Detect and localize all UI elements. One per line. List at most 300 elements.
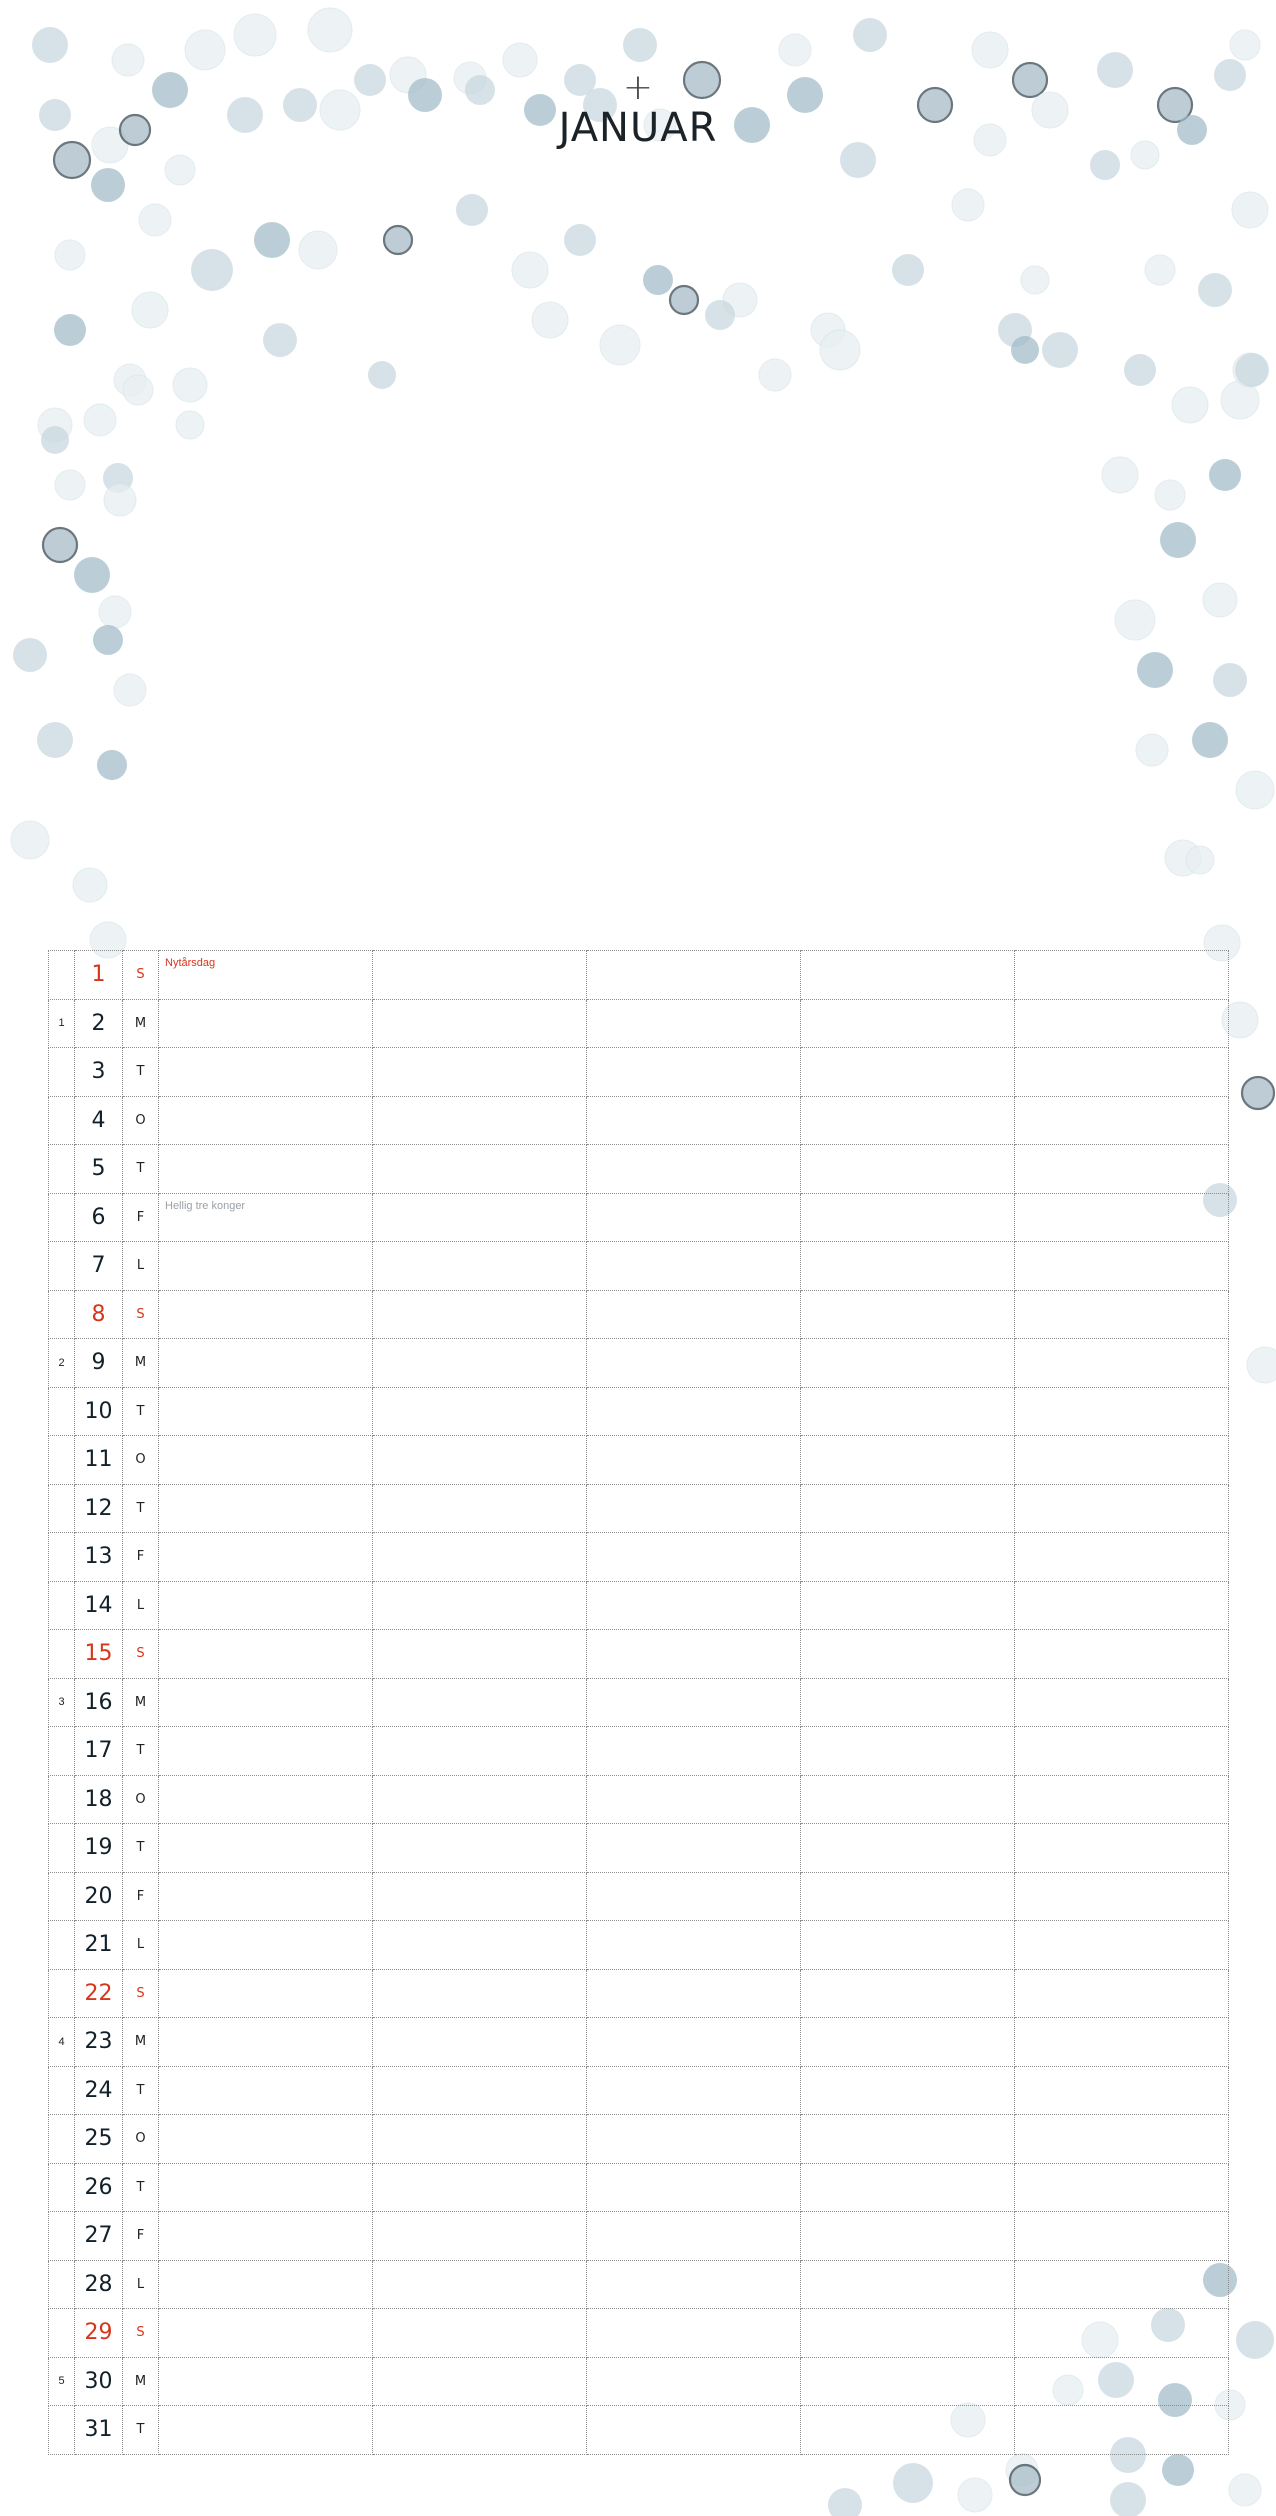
entry-cell[interactable]	[373, 1533, 587, 1582]
weekday-letter: S	[123, 951, 159, 1000]
watercolor-dot	[1192, 722, 1228, 758]
entry-cell[interactable]	[1015, 1581, 1229, 1630]
watercolor-dot	[670, 286, 698, 314]
week-number	[49, 2212, 75, 2261]
watercolor-dot	[254, 222, 290, 258]
entry-cell[interactable]	[801, 1290, 1015, 1339]
entry-cell[interactable]	[587, 1921, 801, 1970]
entry-cell[interactable]	[159, 1242, 373, 1291]
entry-cell[interactable]	[373, 1727, 587, 1776]
watercolor-dot	[114, 674, 146, 706]
week-number: 4	[49, 2018, 75, 2067]
month-title: JANUAR	[558, 105, 718, 151]
entry-cell[interactable]	[159, 1484, 373, 1533]
entry-cell[interactable]	[587, 1387, 801, 1436]
entry-cell[interactable]	[1015, 2066, 1229, 2115]
entry-cell[interactable]	[801, 2163, 1015, 2212]
entry-cell[interactable]	[1015, 2018, 1229, 2067]
entry-cell[interactable]	[587, 2018, 801, 2067]
weekday-letter: F	[123, 1193, 159, 1242]
entry-cell[interactable]	[801, 1921, 1015, 1970]
entry-cell[interactable]	[373, 951, 587, 1000]
watercolor-dot	[564, 224, 596, 256]
watercolor-dot	[1145, 255, 1175, 285]
day-number: 24	[75, 2066, 123, 2115]
day-number: 15	[75, 1630, 123, 1679]
entry-cell[interactable]	[159, 1775, 373, 1824]
entry-cell[interactable]	[1015, 1145, 1229, 1194]
day-number: 28	[75, 2260, 123, 2309]
day-row	[49, 1290, 1229, 1339]
watercolor-dot	[13, 638, 47, 672]
entry-cell[interactable]	[159, 1630, 373, 1679]
day-number: 29	[75, 2309, 123, 2358]
entry-cell[interactable]	[801, 1242, 1015, 1291]
day-row	[49, 1872, 1229, 1921]
weekday-letter: O	[123, 1096, 159, 1145]
week-number: 2	[49, 1339, 75, 1388]
day-number: 19	[75, 1824, 123, 1873]
entry-cell[interactable]	[159, 2260, 373, 2309]
day-number: 2	[75, 999, 123, 1048]
entry-cell[interactable]	[1015, 1872, 1229, 1921]
entry-cell[interactable]	[1015, 999, 1229, 1048]
watercolor-dot	[37, 722, 73, 758]
watercolor-dot	[1160, 522, 1196, 558]
entry-cell[interactable]	[373, 1775, 587, 1824]
entry-cell[interactable]	[373, 2066, 587, 2115]
entry-cell[interactable]	[373, 1872, 587, 1921]
watercolor-dot	[1235, 353, 1269, 387]
entry-cell[interactable]	[1015, 1193, 1229, 1242]
entry-cell[interactable]	[801, 1436, 1015, 1485]
entry-cell[interactable]	[801, 2212, 1015, 2261]
entry-cell[interactable]	[587, 2066, 801, 2115]
entry-cell[interactable]	[801, 1969, 1015, 2018]
weekday-letter: F	[123, 2212, 159, 2261]
entry-cell[interactable]	[801, 2309, 1015, 2358]
weekday-letter: T	[123, 1048, 159, 1097]
watercolor-dot	[759, 359, 791, 391]
entry-cell[interactable]	[373, 1387, 587, 1436]
day-number: 27	[75, 2212, 123, 2261]
weekday-letter: T	[123, 2406, 159, 2455]
watercolor-dot	[173, 368, 207, 402]
watercolor-dot	[384, 226, 412, 254]
entry-cell[interactable]	[159, 1096, 373, 1145]
entry-cell[interactable]	[373, 2357, 587, 2406]
watercolor-dot	[1203, 583, 1237, 617]
entry-cell[interactable]	[373, 1242, 587, 1291]
entry-cell[interactable]	[1015, 1775, 1229, 1824]
weekday-letter: S	[123, 1290, 159, 1339]
entry-cell[interactable]	[1015, 2260, 1229, 2309]
watercolor-dot	[1247, 1347, 1276, 1383]
entry-cell[interactable]	[159, 2357, 373, 2406]
weekday-letter: M	[123, 999, 159, 1048]
day-row	[49, 1921, 1229, 1970]
entry-cell[interactable]	[1015, 2406, 1229, 2455]
entry-cell[interactable]	[587, 2212, 801, 2261]
watercolor-dot	[1124, 354, 1156, 386]
entry-cell[interactable]	[801, 1775, 1015, 1824]
entry-cell[interactable]	[373, 2018, 587, 2067]
entry-cell[interactable]	[587, 2357, 801, 2406]
watercolor-dot	[1172, 387, 1208, 423]
weekday-letter: L	[123, 1242, 159, 1291]
entry-cell[interactable]	[801, 1048, 1015, 1097]
entry-cell[interactable]	[587, 1290, 801, 1339]
entry-cell[interactable]	[801, 2260, 1015, 2309]
week-number	[49, 1969, 75, 2018]
watercolor-dot	[139, 204, 171, 236]
watercolor-dot	[1232, 192, 1268, 228]
entry-cell[interactable]	[159, 951, 373, 1000]
entry-cell[interactable]	[587, 1969, 801, 2018]
week-number	[49, 1727, 75, 1776]
week-number	[49, 1048, 75, 1097]
watercolor-dot	[1198, 273, 1232, 307]
entry-cell[interactable]	[159, 1581, 373, 1630]
entry-cell[interactable]	[801, 1387, 1015, 1436]
entry-cell[interactable]	[373, 2163, 587, 2212]
plus-ornament-icon: +	[622, 67, 654, 108]
entry-cell[interactable]	[1015, 2309, 1229, 2358]
entry-cell[interactable]	[1015, 2357, 1229, 2406]
entry-cell[interactable]	[587, 2406, 801, 2455]
entry-cell[interactable]	[373, 1096, 587, 1145]
weekday-letter: M	[123, 1678, 159, 1727]
entry-cell[interactable]	[1015, 1921, 1229, 1970]
week-number	[49, 1630, 75, 1679]
watercolor-dot	[779, 34, 811, 66]
watercolor-dot	[54, 314, 86, 346]
entry-cell[interactable]	[159, 2066, 373, 2115]
watercolor-dot	[1213, 663, 1247, 697]
week-number	[49, 1193, 75, 1242]
week-number	[49, 1145, 75, 1194]
entry-cell[interactable]	[1015, 1096, 1229, 1145]
day-row	[49, 2018, 1229, 2067]
entry-cell[interactable]	[1015, 2115, 1229, 2164]
watercolor-dot	[532, 302, 568, 338]
day-number: 21	[75, 1921, 123, 1970]
entry-cell[interactable]	[587, 1048, 801, 1097]
entry-cell[interactable]	[1015, 1387, 1229, 1436]
week-number	[49, 1581, 75, 1630]
day-row	[49, 999, 1229, 1048]
day-number: 30	[75, 2357, 123, 2406]
entry-cell[interactable]	[801, 1096, 1015, 1145]
day-number: 6	[75, 1193, 123, 1242]
entry-cell[interactable]	[801, 2406, 1015, 2455]
entry-cell[interactable]	[1015, 1290, 1229, 1339]
entry-cell[interactable]	[373, 1339, 587, 1388]
week-number	[49, 1775, 75, 1824]
entry-cell[interactable]	[587, 1533, 801, 1582]
entry-cell[interactable]	[159, 1339, 373, 1388]
week-number	[49, 2309, 75, 2358]
watercolor-dot	[1136, 734, 1168, 766]
watercolor-dot	[11, 821, 49, 859]
weekday-letter: T	[123, 2163, 159, 2212]
entry-cell[interactable]	[587, 1096, 801, 1145]
entry-cell[interactable]	[801, 2357, 1015, 2406]
day-number: 22	[75, 1969, 123, 2018]
weekday-letter: O	[123, 1775, 159, 1824]
day-row	[49, 1145, 1229, 1194]
weekday-letter: L	[123, 1581, 159, 1630]
entry-cell[interactable]	[801, 1533, 1015, 1582]
watercolor-dot	[820, 330, 860, 370]
entry-cell[interactable]	[587, 1193, 801, 1242]
entry-cell[interactable]	[159, 2212, 373, 2261]
watercolor-dot	[1236, 2321, 1274, 2359]
entry-cell[interactable]	[159, 2115, 373, 2164]
entry-cell[interactable]	[159, 1921, 373, 1970]
entry-cell[interactable]	[373, 1921, 587, 1970]
day-row	[49, 2066, 1229, 2115]
day-number: 25	[75, 2115, 123, 2164]
entry-cell[interactable]	[801, 1339, 1015, 1388]
week-number	[49, 2260, 75, 2309]
entry-cell[interactable]	[1015, 951, 1229, 1000]
week-number	[49, 1290, 75, 1339]
day-row	[49, 1436, 1229, 1485]
watercolor-dot	[97, 750, 127, 780]
week-number: 5	[49, 2357, 75, 2406]
entry-cell[interactable]	[1015, 1339, 1229, 1388]
entry-cell[interactable]	[373, 1290, 587, 1339]
entry-cell[interactable]	[587, 1872, 801, 1921]
entry-cell[interactable]	[159, 1969, 373, 2018]
entry-cell[interactable]	[159, 1872, 373, 1921]
day-row	[49, 1775, 1229, 1824]
day-row	[49, 1242, 1229, 1291]
entry-cell[interactable]	[801, 2018, 1015, 2067]
day-number: 7	[75, 1242, 123, 1291]
entry-cell[interactable]	[373, 1969, 587, 2018]
day-row	[49, 2309, 1229, 2358]
entry-cell[interactable]	[159, 1193, 373, 1242]
entry-cell[interactable]	[373, 2406, 587, 2455]
day-number: 10	[75, 1387, 123, 1436]
day-number: 8	[75, 1290, 123, 1339]
entry-cell[interactable]	[587, 1824, 801, 1873]
watercolor-dot	[1236, 771, 1274, 809]
holiday-note: Hellig tre konger	[165, 1199, 246, 1212]
day-number: 13	[75, 1533, 123, 1582]
watercolor-dot	[1242, 1077, 1274, 1109]
day-row	[49, 1581, 1229, 1630]
entry-cell[interactable]	[159, 1678, 373, 1727]
entry-cell[interactable]	[159, 1727, 373, 1776]
watercolor-dot	[1110, 2482, 1146, 2516]
entry-cell[interactable]	[801, 1678, 1015, 1727]
week-number	[49, 951, 75, 1000]
entry-cell[interactable]	[1015, 1824, 1229, 1873]
entry-cell[interactable]	[373, 1048, 587, 1097]
entry-cell[interactable]	[801, 2115, 1015, 2164]
week-number	[49, 2163, 75, 2212]
entry-cell[interactable]	[801, 2066, 1015, 2115]
entry-cell[interactable]	[801, 1824, 1015, 1873]
week-number	[49, 1824, 75, 1873]
watercolor-dot	[828, 2488, 862, 2516]
entry-cell[interactable]	[587, 951, 801, 1000]
weekday-letter: T	[123, 1824, 159, 1873]
entry-cell[interactable]	[801, 1630, 1015, 1679]
entry-cell[interactable]	[1015, 1630, 1229, 1679]
entry-cell[interactable]	[373, 1145, 587, 1194]
entry-cell[interactable]	[801, 1484, 1015, 1533]
entry-cell[interactable]	[373, 1630, 587, 1679]
day-row	[49, 1387, 1229, 1436]
entry-cell[interactable]	[159, 999, 373, 1048]
entry-cell[interactable]	[1015, 1727, 1229, 1776]
entry-cell[interactable]	[159, 1145, 373, 1194]
watercolor-dot	[972, 32, 1008, 68]
day-number: 23	[75, 2018, 123, 2067]
entry-cell[interactable]	[1015, 1533, 1229, 1582]
weekday-letter: T	[123, 1387, 159, 1436]
entry-cell[interactable]	[587, 2115, 801, 2164]
watercolor-dot	[299, 231, 337, 269]
weekday-letter: M	[123, 2357, 159, 2406]
holiday-note: Nytårsdag	[165, 957, 216, 969]
entry-cell[interactable]	[587, 1727, 801, 1776]
day-row	[49, 1096, 1229, 1145]
watercolor-dot	[73, 868, 107, 902]
entry-cell[interactable]	[373, 1581, 587, 1630]
entry-cell[interactable]	[373, 2309, 587, 2358]
entry-cell[interactable]	[587, 999, 801, 1048]
entry-cell[interactable]	[587, 2260, 801, 2309]
week-number	[49, 1436, 75, 1485]
watercolor-dot	[191, 249, 233, 291]
entry-cell[interactable]	[373, 1824, 587, 1873]
entry-cell[interactable]	[1015, 1048, 1229, 1097]
watercolor-dot	[123, 375, 153, 405]
entry-cell[interactable]	[587, 1145, 801, 1194]
entry-cell[interactable]	[587, 1775, 801, 1824]
entry-cell[interactable]	[373, 1484, 587, 1533]
watercolor-dot	[74, 557, 110, 593]
day-row	[49, 2260, 1229, 2309]
week-number	[49, 1921, 75, 1970]
entry-cell[interactable]	[373, 1193, 587, 1242]
day-number: 20	[75, 1872, 123, 1921]
entry-cell[interactable]	[1015, 2212, 1229, 2261]
entry-cell[interactable]	[159, 1436, 373, 1485]
watercolor-dot	[952, 189, 984, 221]
entry-cell[interactable]	[587, 2163, 801, 2212]
entry-cell[interactable]	[1015, 1436, 1229, 1485]
day-number: 17	[75, 1727, 123, 1776]
entry-cell[interactable]	[801, 1727, 1015, 1776]
entry-cell[interactable]	[159, 1387, 373, 1436]
entry-cell[interactable]	[801, 951, 1015, 1000]
entry-cell[interactable]	[1015, 2163, 1229, 2212]
day-number: 26	[75, 2163, 123, 2212]
entry-cell[interactable]	[159, 1048, 373, 1097]
entry-cell[interactable]	[373, 999, 587, 1048]
week-number: 1	[49, 999, 75, 1048]
entry-cell[interactable]	[801, 999, 1015, 1048]
entry-cell[interactable]	[373, 2115, 587, 2164]
watercolor-dot	[600, 325, 640, 365]
watercolor-dot	[91, 168, 125, 202]
watercolor-dot	[705, 300, 735, 330]
entry-cell[interactable]	[587, 1581, 801, 1630]
entry-cell[interactable]	[801, 1581, 1015, 1630]
entry-cell[interactable]	[587, 1339, 801, 1388]
watercolor-dot	[104, 484, 136, 516]
weekday-letter: M	[123, 2018, 159, 2067]
entry-cell[interactable]	[159, 2406, 373, 2455]
entry-cell[interactable]	[587, 1678, 801, 1727]
entry-cell[interactable]	[587, 1436, 801, 1485]
entry-cell[interactable]	[801, 1145, 1015, 1194]
entry-cell[interactable]	[1015, 1484, 1229, 1533]
watercolor-dot	[1115, 600, 1155, 640]
entry-cell[interactable]	[587, 2309, 801, 2358]
entry-cell[interactable]	[373, 2260, 587, 2309]
day-number: 3	[75, 1048, 123, 1097]
entry-cell[interactable]	[587, 1630, 801, 1679]
entry-cell[interactable]	[159, 1824, 373, 1873]
entry-cell[interactable]	[159, 2163, 373, 2212]
day-number: 1	[75, 951, 123, 1000]
watercolor-dot	[176, 411, 204, 439]
calendar-grid	[48, 950, 1229, 2455]
entry-cell[interactable]	[373, 1678, 587, 1727]
entry-cell[interactable]	[159, 1290, 373, 1339]
entry-cell[interactable]	[159, 2309, 373, 2358]
watercolor-dot	[1102, 457, 1138, 493]
watercolor-dot	[1155, 480, 1185, 510]
entry-cell[interactable]	[1015, 1242, 1229, 1291]
day-number: 4	[75, 1096, 123, 1145]
entry-cell[interactable]	[159, 2018, 373, 2067]
week-number	[49, 2406, 75, 2455]
entry-cell[interactable]	[159, 1533, 373, 1582]
entry-cell[interactable]	[1015, 1969, 1229, 2018]
watercolor-dot	[643, 265, 673, 295]
entry-cell[interactable]	[587, 1242, 801, 1291]
entry-cell[interactable]	[1015, 1678, 1229, 1727]
watercolor-dot	[892, 254, 924, 286]
watercolor-dot	[1010, 2465, 1040, 2495]
day-number: 31	[75, 2406, 123, 2455]
entry-cell[interactable]	[373, 2212, 587, 2261]
weekday-letter: L	[123, 2260, 159, 2309]
entry-cell[interactable]	[587, 1484, 801, 1533]
month-header	[0, 67, 1276, 151]
entry-cell[interactable]	[801, 1193, 1015, 1242]
entry-cell[interactable]	[373, 1436, 587, 1485]
day-row	[49, 1048, 1229, 1097]
watercolor-dot	[308, 8, 352, 52]
watercolor-dot	[1042, 332, 1078, 368]
watercolor-dot	[132, 292, 168, 328]
day-number: 9	[75, 1339, 123, 1388]
day-number: 5	[75, 1145, 123, 1194]
day-row	[49, 1484, 1229, 1533]
watercolor-dot	[368, 361, 396, 389]
entry-cell[interactable]	[801, 1872, 1015, 1921]
watercolor-dot	[958, 2478, 992, 2512]
